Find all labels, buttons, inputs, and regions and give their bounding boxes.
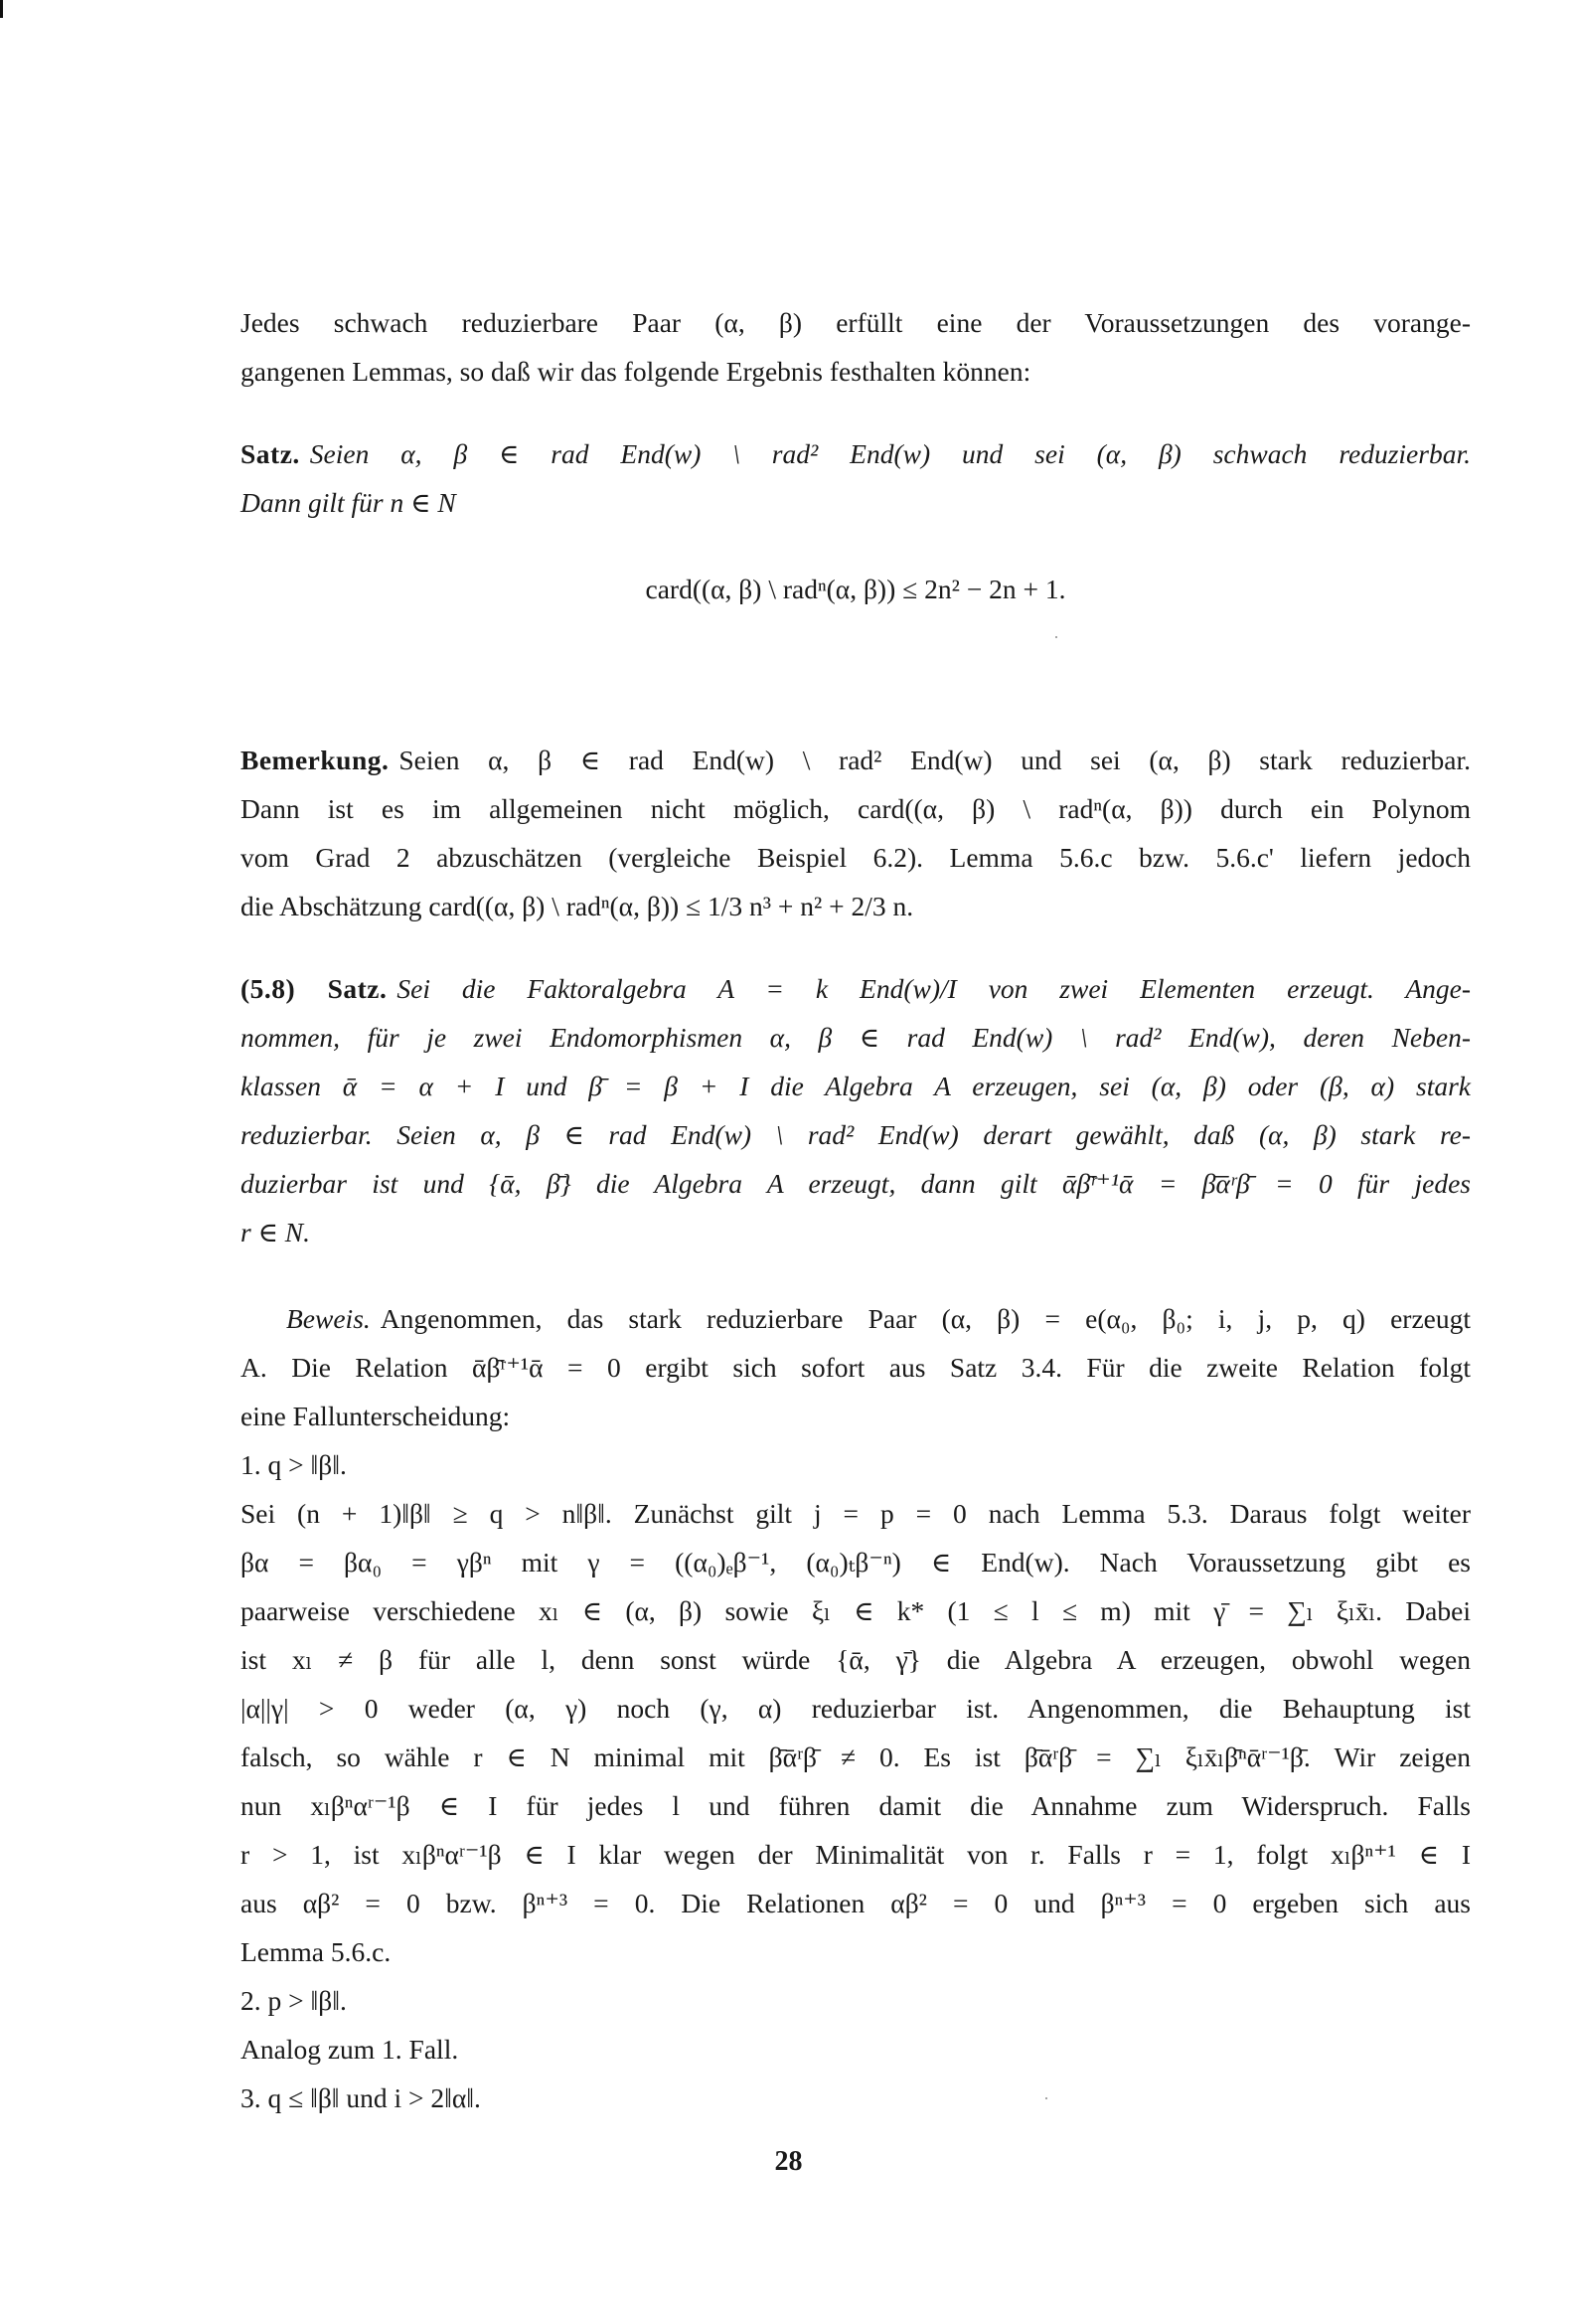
- page-number: 28: [774, 2146, 803, 2177]
- intro-line-1: Jedes schwach reduzierbare Paar (α, β) erfüllt eine der Voraussetzungen des vorange-: [240, 307, 1471, 338]
- satz58-line-4: reduzierbar. Seien α, β ∈ rad End(w) \ rad² End(w) derart gewählt, daß (α, β) stark re-: [240, 1119, 1471, 1150]
- beweis-line-0: [240, 1294, 1471, 1343]
- beweis-line-16: 3. q ≤ ‖β‖ und i > 2‖α‖.: [240, 2082, 481, 2113]
- satz-formula: card((α, β) \ radⁿ(α, β)) ≤ 2n² − 2n + 1.: [645, 574, 1066, 604]
- satz58-line-3: klassen ᾱ = α + I und β̄ = β + I die Algebra A erzeugen, sei (α, β) oder (β, α) stark: [240, 1071, 1471, 1101]
- beweis-line-5: βα = βα₀ = γβⁿ mit γ = ((α₀)ₑβ⁻¹, (α₀)ₜβ⁻ⁿ) ∈ End(w). Nach Voraussetzung gibt es: [240, 1547, 1471, 1577]
- beweis-line-6: paarweise verschiedene xₗ ∈ (α, β) sowie ξₗ ∈ k* (1 ≤ l ≤ m) mit γ̄ = ∑ₗ ξₗx̄ₗ. Dabei: [240, 1595, 1471, 1626]
- satz-5-8-block: [240, 964, 1471, 1256]
- beweis-text-0: Angenommen, das stark reduzierbare Paar (α, β) = e(α₀, β₀; i, j, p, q) erzeugt: [380, 1303, 1471, 1334]
- intro-line-2: gangenen Lemmas, so daß wir das folgende Ergebnis festhalten können:: [240, 356, 1031, 387]
- satz58-text-1: Sei die Faktoralgebra A = k End(w)/I von zwei Elementen erzeugt. Ange-: [396, 973, 1471, 1004]
- beweis-line-1: A. Die Relation ᾱβ̄ʳ⁺¹ᾱ = 0 ergibt sich sofort aus Satz 3.4. Für die zweite Relation folgt: [240, 1352, 1471, 1383]
- satz-label: Satz.: [240, 438, 300, 469]
- beweis-line-14: 2. p > ‖β‖.: [240, 1985, 347, 2016]
- beweis-block: [240, 1294, 1471, 2122]
- satz58-line-6: r ∈ N.: [240, 1217, 311, 1247]
- beweis-line-9: falsch, so wähle r ∈ N minimal mit β̄ᾱʳβ̄ ≠ 0. Es ist β̄ᾱʳβ̄ = ∑ₗ ξₗx̄ₗβ̄ⁿᾱʳ⁻¹β̄. Wir zeigen: [240, 1742, 1471, 1772]
- satz-block: [240, 429, 1471, 527]
- bemerkung-label: Bemerkung.: [240, 745, 390, 775]
- satz-text-1: Seien α, β ∈ rad End(w) \ rad² End(w) und sei (α, β) schwach reduzierbar.: [309, 438, 1471, 469]
- beweis-line-11: r > 1, ist xₗβⁿαʳ⁻¹β ∈ I klar wegen der Minimalität von r. Falls r = 1, folgt xₗβⁿ⁺¹ ∈ I: [240, 1839, 1471, 1870]
- satz58-line-1: [240, 964, 1471, 1013]
- beweis-line-15: Analog zum 1. Fall.: [240, 2034, 459, 2065]
- scan-speck: [1045, 2097, 1047, 2099]
- beweis-line-12: aus αβ² = 0 bzw. βⁿ⁺³ = 0. Die Relationen αβ² = 0 und βⁿ⁺³ = 0 ergeben sich aus: [240, 1888, 1471, 1918]
- bemerkung-line-2: Dann ist es im allgemeinen nicht möglich, card((α, β) \ radⁿ(α, β)) durch ein Polynom: [240, 793, 1471, 824]
- satz58-line-2: nommen, für je zwei Endomorphismen α, β ∈ rad End(w) \ rad² End(w), deren Neben-: [240, 1022, 1471, 1053]
- beweis-line-2: eine Fallunterscheidung:: [240, 1401, 511, 1431]
- beweis-line-8: |α||γ| > 0 weder (α, γ) noch (γ, α) reduzierbar ist. Angenommen, die Behauptung ist: [240, 1693, 1471, 1724]
- beweis-line-4: Sei (n + 1)‖β‖ ≥ q > n‖β‖. Zunächst gilt j = p = 0 nach Lemma 5.3. Daraus folgt weiter: [240, 1498, 1471, 1529]
- satz58-label: (5.8) Satz.: [240, 973, 388, 1004]
- bemerkung-block: [240, 736, 1471, 930]
- bemerkung-line-3: vom Grad 2 abzuschätzen (vergleiche Beispiel 6.2). Lemma 5.6.c bzw. 5.6.c' liefern jedoch: [240, 842, 1471, 873]
- scan-edge-mark: [0, 0, 3, 18]
- beweis-line-10: nun xₗβⁿαʳ⁻¹β ∈ I für jedes l und führen damit die Annahme zum Widerspruch. Falls: [240, 1790, 1471, 1821]
- satz58-line-5: duzierbar ist und {ᾱ, β̄} die Algebra A erzeugt, dann gilt ᾱβ̄ʳ⁺¹ᾱ = β̄ᾱʳβ̄ = 0 für jedes: [240, 1168, 1471, 1199]
- scan-speck: [1055, 636, 1057, 638]
- satz-line-1: [240, 429, 1471, 478]
- beweis-line-13: Lemma 5.6.c.: [240, 1936, 392, 1967]
- satz-line-2: Dann gilt für n ∈ N: [240, 487, 456, 518]
- beweis-line-3: 1. q > ‖β‖.: [240, 1449, 347, 1480]
- intro-paragraph: [240, 298, 1471, 396]
- bemerkung-line-4: die Abschätzung card((α, β) \ radⁿ(α, β)) ≤ 1/3 n³ + n² + 2/3 n.: [240, 891, 914, 921]
- bemerkung-line-1: [240, 736, 1471, 784]
- bemerkung-text-1: Seien α, β ∈ rad End(w) \ rad² End(w) und sei (α, β) stark reduzierbar.: [398, 745, 1471, 775]
- beweis-line-7: ist xₗ ≠ β für alle l, denn sonst würde {ᾱ, γ̄} die Algebra A erzeugen, obwohl wegen: [240, 1644, 1471, 1675]
- beweis-label: Beweis.: [286, 1303, 371, 1334]
